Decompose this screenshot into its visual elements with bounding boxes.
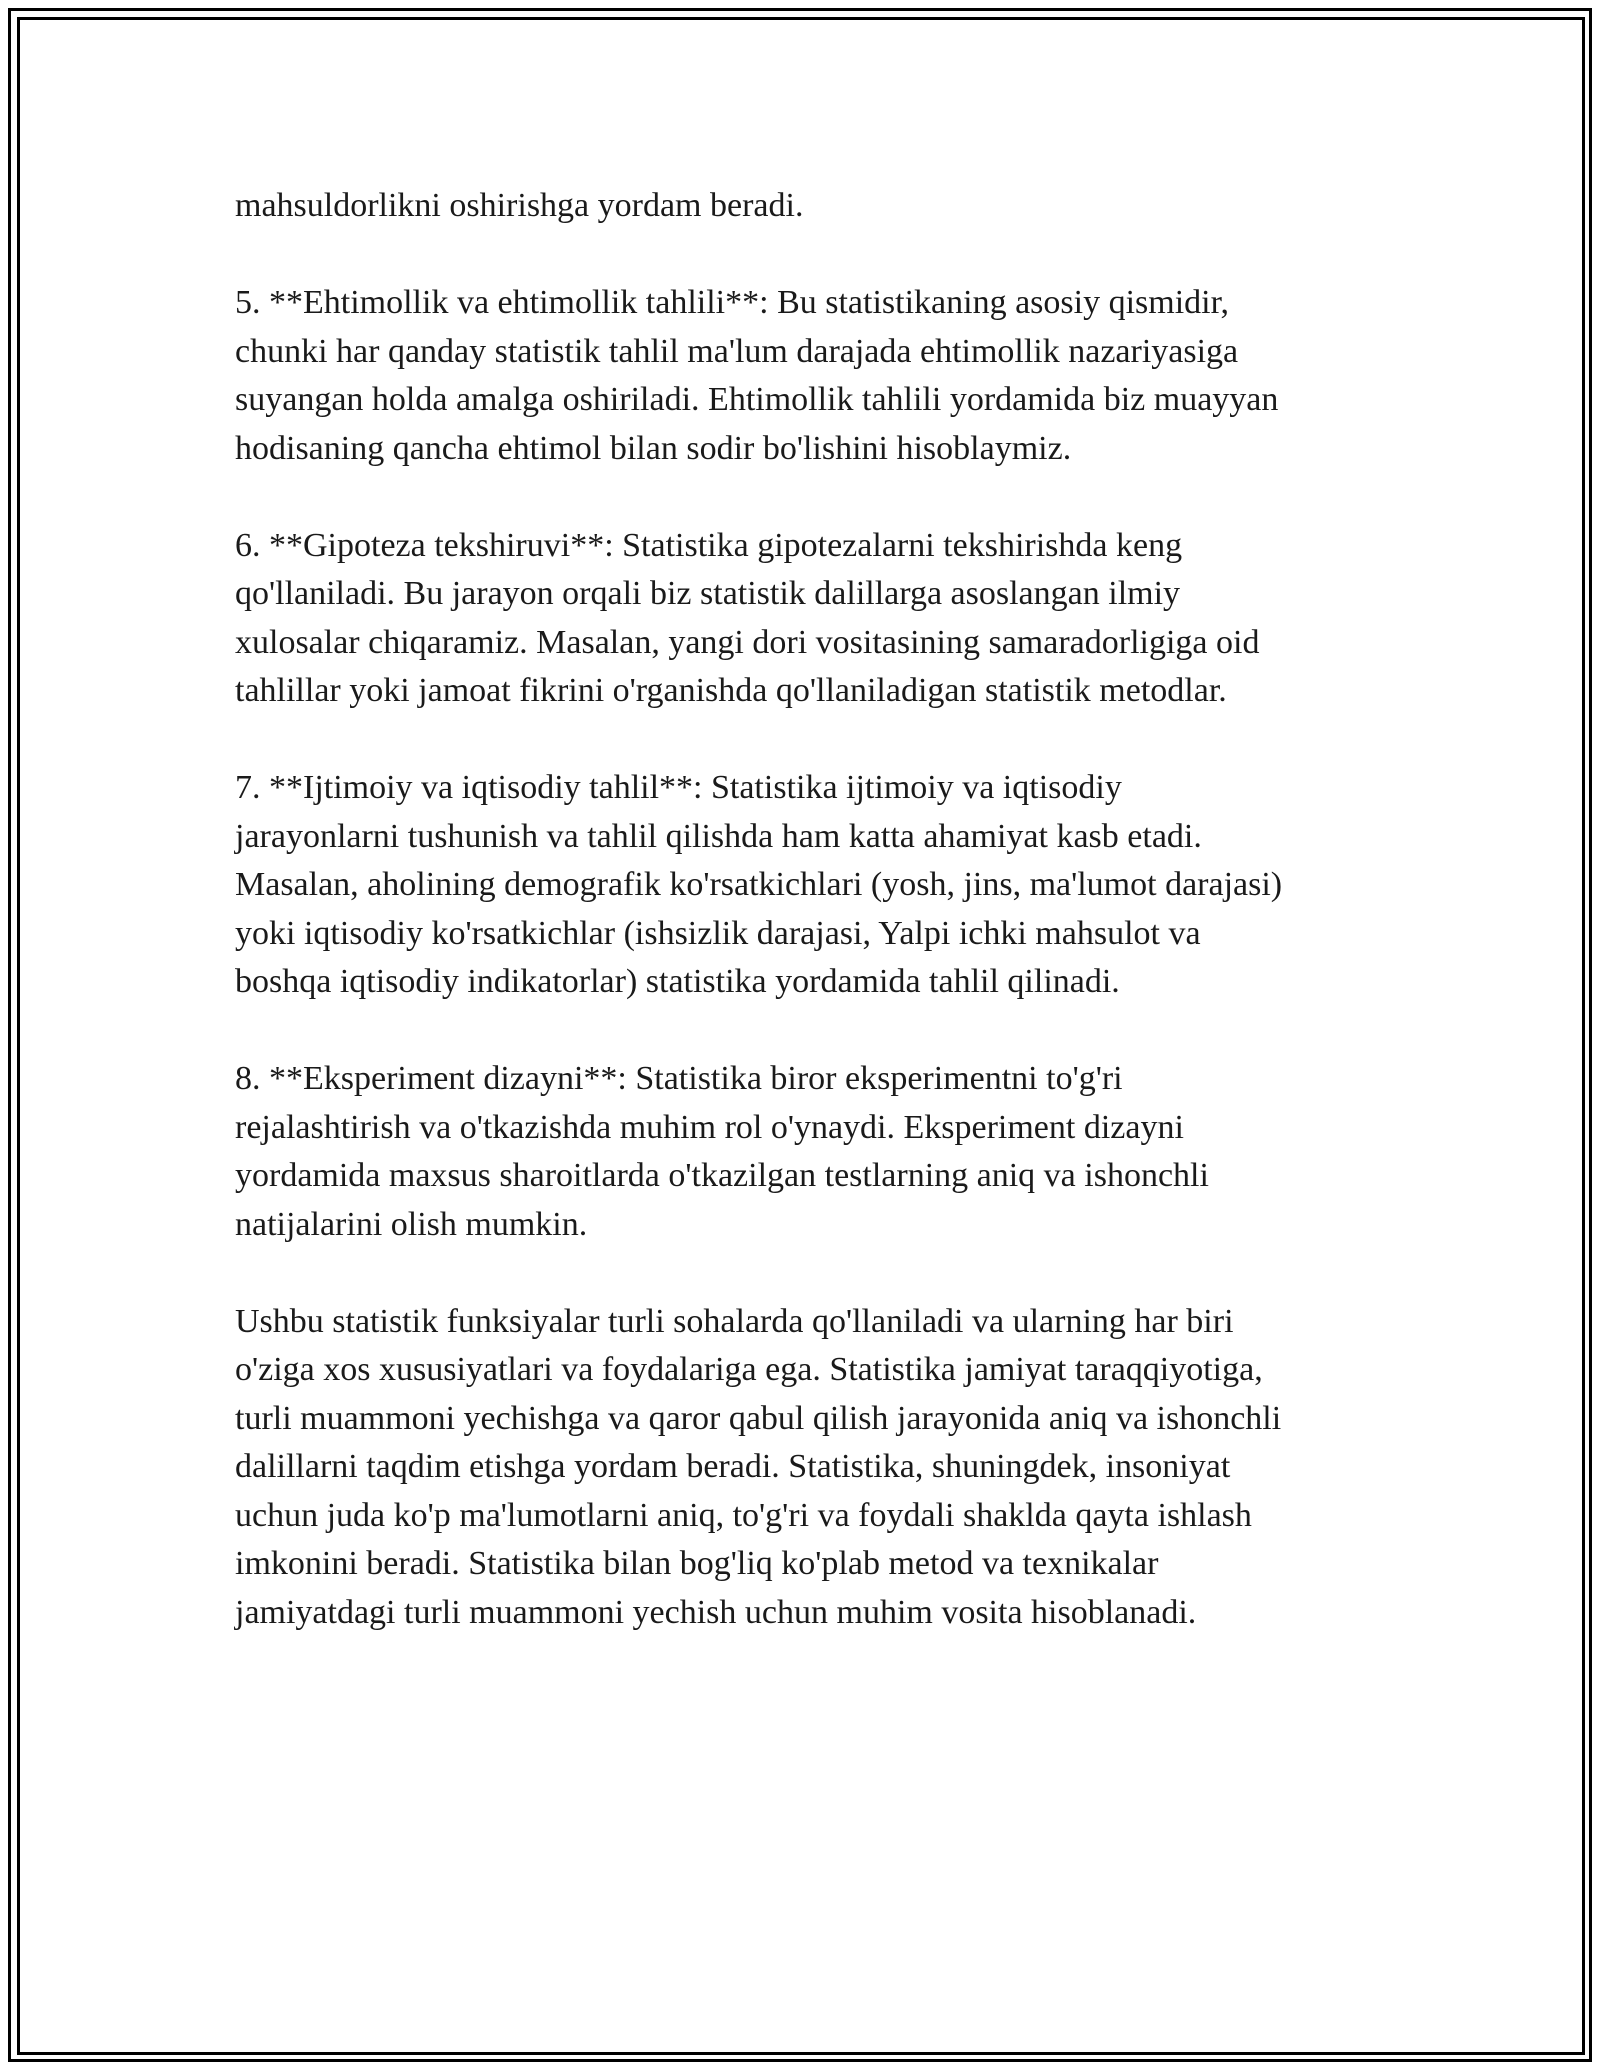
paragraph-continuation: mahsuldorlikni oshirishga yordam beradi. xyxy=(235,187,804,224)
document-body xyxy=(235,182,1395,1686)
paragraph-item-5: 5. **Ehtimollik va ehtimollik tahlili**: Bu statistikaning asosiy qismidir, chunki har qanday statistik tahlil ma'lum darajada ehtimollik nazariyasiga suyangan holda amalga oshiriladi. Ehtimollik tahlili yordamida biz muayyan hodisaning qancha ehtimol bilan sodir bo'lishini hisoblaymiz. xyxy=(235,284,1279,467)
paragraph-item-7: 7. **Ijtimoiy va iqtisodiy tahlil**: Statistika ijtimoiy va iqtisodiy jarayonlarni tushunish va tahlil qilishda ham katta ahamiyat kasb etadi. Masalan, aholining demografik ko'rsatkichlari (yosh, jins, ma'lumot darajasi) yoki iqtisodiy ko'rsatkichlar (ishsizlik darajasi, Yalpi ichki mahsulot va boshqa iqtisodiy indikatorlar) statistika yordamida tahlil qilinadi. xyxy=(235,769,1283,1000)
paragraph-item-8: 8. **Eksperiment dizayni**: Statistika biror eksperimentni to'g'ri rejalashtirish va o'tkazishda muhim rol o'ynaydi. Eksperiment dizayni yordamida maxsus sharoitlarda o'tkazilgan testlarning aniq va ishonchli natijalarini olish mumkin. xyxy=(235,1060,1209,1243)
paragraph-conclusion: Ushbu statistik funksiyalar turli sohalarda qo'llaniladi va ularning har biri o'ziga xos xususiyatlari va foydalariga ega. Statistika jamiyat taraqqiyotiga, turli muammoni yechishga va qaror qabul qilish jarayonida aniq va ishonchli dalillarni taqdim etishga yordam beradi. Statistika, shuningdek, insoniyat uchun juda ko'p ma'lumotlarni aniq, to'g'ri va foydali shaklda qayta ishlash imkonini beradi. Statistika bilan bog'liq ko'plab metod va texnikalar jamiyatdagi turli muammoni yechish uchun muhim vosita hisoblanadi. xyxy=(235,1302,1282,1631)
paragraph-item-6: 6. **Gipoteza tekshiruvi**: Statistika gipotezalarni tekshirishda keng qo'llaniladi. Bu jarayon orqali biz statistik dalillarga asoslangan ilmiy xulosalar chiqaramiz. Masalan, yangi dori vositasining samaradorligiga oid tahlillar yoki jamoat fikrini o'rganishda qo'llaniladigan statistik metodlar. xyxy=(235,526,1260,709)
